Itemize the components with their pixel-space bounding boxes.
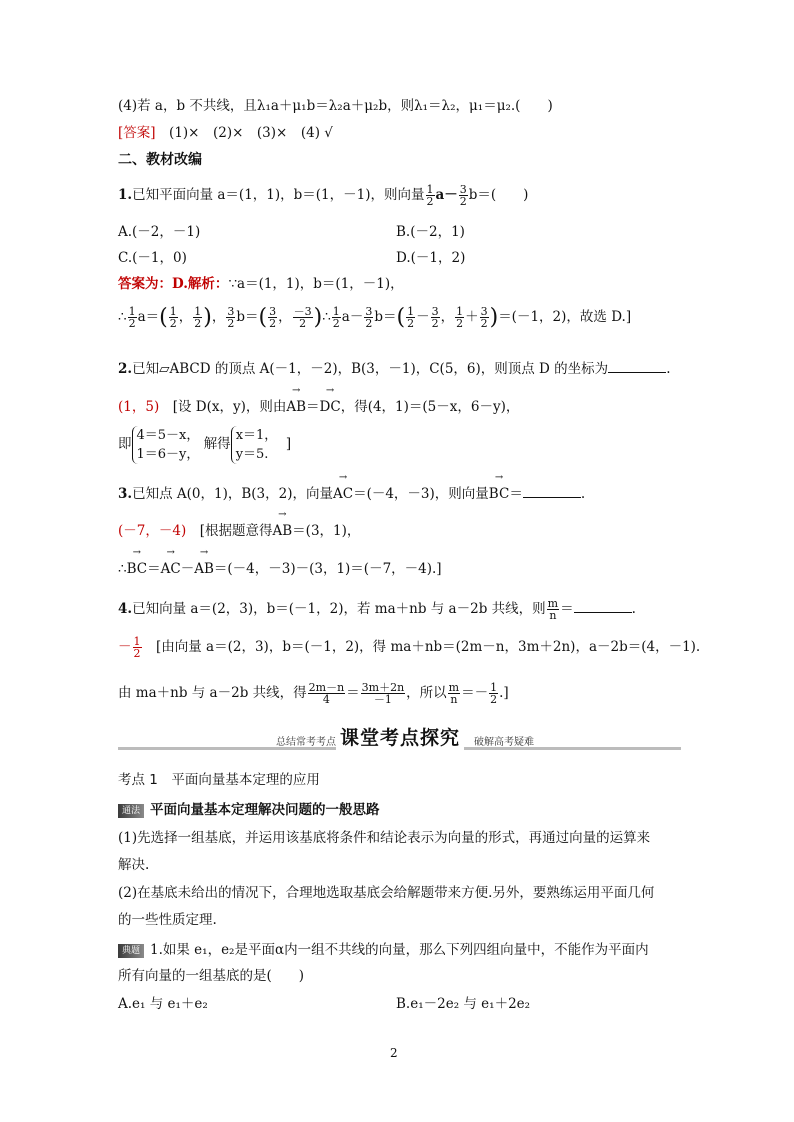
fraction — [455, 306, 464, 329]
fraction-three-halves — [459, 184, 468, 207]
fraction — [480, 306, 489, 329]
fraction-m-over-n — [547, 598, 559, 621]
question-3-number: 3. — [118, 486, 133, 502]
bracket-close: ) — [203, 304, 212, 330]
vector-ab: → AB — [286, 397, 306, 417]
option-b: B.(－2，1) — [396, 224, 465, 240]
equals-sign: ＝ — [509, 486, 523, 502]
banner-right-text: 破解高考疑难 — [474, 737, 534, 748]
fraction-den: 2 — [169, 317, 177, 330]
question-2-text: 已知▱ABCD 的顶点 A(－1，－2)，B(3，－1)，C(5，6)，则顶点 D 的坐标为 — [132, 361, 609, 377]
vector-dc: → DC — [320, 397, 341, 417]
solution-text: 即 — [118, 436, 132, 452]
fraction-den: 2 — [490, 693, 498, 706]
fraction-num: 3 — [459, 183, 467, 196]
method-1b: 解决. — [118, 857, 150, 873]
fraction-den: n — [549, 609, 557, 622]
q1-answer — [118, 274, 404, 294]
question-1-number: 1. — [118, 187, 133, 203]
fraction-den: 2 — [194, 317, 202, 330]
question-1-text: 已知平面向量 a＝(1，1)，b＝(1，－1)，则向量 — [132, 187, 425, 203]
fraction-num: 1 — [133, 635, 141, 648]
fraction-den: 2 — [426, 195, 434, 208]
fraction — [226, 306, 235, 329]
section-banner — [118, 727, 681, 751]
fraction-num: －3 — [293, 305, 312, 318]
equation: 4＝5－x， — [136, 427, 200, 443]
solution-text: b＝ — [236, 309, 259, 325]
fraction-den: 2 — [269, 317, 277, 330]
question-4: 4.已知向量 a＝(2，3)，b＝(－1，2)，若 ma＋nb 与 a－2b 共线，则 $\frac{m}{n}$ ＝ . — [118, 597, 636, 622]
q3-solution-2 — [118, 559, 442, 579]
equals-sign: ＝ — [306, 399, 320, 415]
bracket-close: ) — [313, 304, 323, 330]
fraction-den: 2 — [332, 317, 340, 330]
question-2: 2.已知▱ABCD 的顶点 A(－1，－2)，B(3，－1)，C(5，6)，则顶点 D 的坐标为 . — [118, 358, 670, 379]
equation: y＝5. — [235, 446, 269, 462]
equation: x＝1， — [235, 427, 278, 443]
q3-answer: (－7，－4) — [118, 523, 187, 539]
fraction-num: 1 — [490, 681, 498, 694]
fraction-half — [426, 184, 435, 207]
question-1-a: a－ — [435, 187, 458, 203]
vector-bc: → BC — [127, 559, 148, 579]
answer-text: (1)× (2)× (3)× (4) √ — [155, 125, 333, 141]
solution-end: ＝(－1，2)，故选 D.] — [498, 309, 632, 325]
equation-system — [132, 426, 200, 464]
fraction-den: 2 — [480, 317, 488, 330]
fraction-num: 3 — [269, 305, 277, 318]
fraction-num: 1 — [407, 305, 415, 318]
equals-sign: ＝ — [346, 685, 360, 701]
equals-sign: ＝ — [560, 601, 574, 617]
fraction — [364, 306, 373, 329]
vector-ab: → AB — [273, 521, 293, 541]
example-1-text: 1.如果 e₁，e₂是平面α内一组不共线的向量，那么下列四组向量中，不能作为平面内 — [150, 942, 649, 958]
fraction — [193, 306, 202, 329]
q3-solution-1 — [118, 521, 360, 541]
example-1-cont: 所有向量的一组基底的是( ) — [118, 968, 305, 984]
fraction-den: －1 — [373, 693, 392, 706]
question-4-text: 已知向量 a＝(2，3)，b＝(－1，2)，若 ma＋nb 与 a－2b 共线，则 — [132, 601, 546, 617]
plus-sign: ＋ — [465, 309, 479, 325]
minus-sign: － — [118, 639, 132, 655]
solution-text: ＝(3，1)， — [292, 523, 361, 539]
fraction-den: 2 — [407, 317, 415, 330]
vector-ab: → AB — [194, 559, 214, 579]
q2-answer: (1，5) — [118, 399, 160, 415]
bracket-close: ) — [489, 304, 499, 330]
solution-text: b＝ — [374, 309, 397, 325]
q4-solution-1 — [118, 632, 700, 662]
question-1 — [118, 184, 528, 207]
bracket-open: ( — [258, 304, 268, 330]
fraction-num: 1 — [426, 183, 434, 196]
solution-text: [由向量 a＝(2，3)，b＝(－1，2)，得 ma＋nb＝(2m－n，3m＋2n)，a－2b＝(4，－1). — [142, 639, 701, 655]
method-2b: 的一些性质定理. — [118, 912, 217, 928]
q1-solution: ∴ $\frac{1}{2}$ a＝( $\frac{1}{2}$ ， $\frac{1}{2}$ )， $\frac{3}{2}$ b＝( $\frac{3}{2}$ ， $\frac{-3}{2}$ )∴ $\frac{1}{2}$ a－ $\frac{3}{2}$ b＝( $\frac{1}{2}$ － $\frac{3}{2}$ ， $\frac{1}{2}$ ＋ $\frac{3}{2}$ )＝(－1，2)，故选 D.] — [118, 304, 632, 330]
answer-blank — [608, 358, 666, 373]
q1-answer-text: ∵a＝(1，1)，b＝(1，－1)， — [228, 276, 404, 292]
vector-bc: → BC — [489, 484, 510, 504]
vector-ac: → AC — [161, 559, 181, 579]
solution-text: .] — [499, 685, 509, 701]
option-c: C.(－1，0) — [118, 250, 187, 266]
option-a: A.(－2，－1) — [118, 224, 201, 240]
kaodian-heading: 考点 1 平面向量基本定理的应用 — [118, 772, 320, 788]
therefore-symbol: ∴ — [322, 309, 331, 325]
fraction-den: n — [450, 693, 458, 706]
q1-answer-label: 答案为：D.解析： — [118, 276, 229, 292]
question-2-number: 2. — [118, 361, 133, 377]
answer-line — [118, 123, 333, 143]
solution-text: a－ — [341, 309, 364, 325]
fraction — [406, 306, 415, 329]
method-title: 平面向量基本定理解决问题的一般思路 — [150, 802, 380, 818]
example-tag-icon: 典题 — [118, 944, 144, 958]
answer-blank — [523, 483, 581, 498]
fraction-num: 1 — [169, 305, 177, 318]
solution-text: ，所以 — [406, 685, 447, 701]
fraction-den: 2 — [128, 317, 136, 330]
example-1 — [118, 940, 649, 960]
banner-title: 课堂考点探究 — [336, 723, 464, 750]
answer-blank — [574, 598, 632, 613]
fraction — [448, 682, 460, 705]
example-option-b: B.e₁－2e₂ 与 e₁＋2e₂ — [396, 996, 531, 1012]
therefore-symbol: ∴ — [118, 309, 127, 325]
equation-system — [231, 426, 278, 464]
example-option-a: A.e₁ 与 e₁＋e₂ — [118, 996, 208, 1012]
fraction-num: 1 — [332, 305, 340, 318]
fraction — [361, 682, 406, 705]
fraction — [332, 306, 341, 329]
item-4-text: (4)若 a，b 不共线，且λ₁a＋μ₁b＝λ₂a＋μ₂b，则λ₁＝λ₂，μ₁＝μ₂.( ) — [118, 98, 553, 114]
solution-text: 解得 — [203, 436, 231, 452]
fraction-den: 4 — [322, 693, 330, 706]
fraction-den: 2 — [133, 647, 141, 660]
solution-text: ＝－ — [461, 685, 489, 701]
fraction — [308, 682, 346, 705]
fraction-den: 2 — [456, 317, 464, 330]
q4-solution-2 — [118, 676, 509, 710]
question-3-text: ＝(－4，－3)，则向量 — [353, 486, 489, 502]
fraction-num: 3m＋2n — [361, 681, 405, 694]
fraction-num: 1 — [128, 305, 136, 318]
q4-answer — [118, 635, 143, 660]
equation: 1＝6－y， — [136, 446, 200, 462]
fraction — [128, 306, 137, 329]
fraction-num: 3 — [431, 305, 439, 318]
therefore-symbol: ∴ — [118, 561, 127, 577]
solution-text: [根据题意得 — [186, 523, 273, 539]
answer-label: [答案] — [118, 125, 156, 141]
q2-solution-1 — [118, 397, 519, 417]
question-4-number: 4. — [118, 601, 133, 617]
method-tag-icon: 通法 — [118, 804, 144, 818]
option-d: D.(－1，2) — [396, 250, 466, 266]
bracket-open: ( — [396, 304, 406, 330]
method-1a: (1)先选择一组基底，并运用该基底将条件和结论表示为向量的形式，再通过向量的运算来 — [118, 830, 651, 846]
fraction — [489, 682, 498, 705]
fraction-num: m — [448, 681, 460, 694]
fraction-num: 3 — [227, 305, 235, 318]
method-2a: (2)在基底未给出的情况下，合理地选取基底会给解题带来方便.另外，要熟练运用平面几何 — [118, 885, 655, 901]
fraction — [133, 636, 142, 659]
fraction-den: 2 — [299, 317, 307, 330]
solution-text: ＝(－4，－3)－(3，1)＝(－7，－4).] — [213, 561, 442, 577]
question-3: 3.已知点 A(0，1)，B(3，2)，向量→ AC＝(－4，－3)，则向量→ BC＝ . — [118, 483, 585, 504]
solution-text: [设 D(x，y)，则由 — [159, 399, 287, 415]
fraction-num: 3 — [480, 305, 488, 318]
fraction-num: 2m－n — [308, 681, 345, 694]
fraction-den: 2 — [227, 317, 235, 330]
question-1-post: b＝( ) — [468, 187, 529, 203]
fraction-num: m — [547, 597, 559, 610]
section-heading: 二、教材改编 — [118, 152, 202, 168]
solution-text: 由 ma＋nb 与 a－2b 共线，得 — [118, 685, 307, 701]
fraction-num: 3 — [365, 305, 373, 318]
banner-left-text: 总结常考考点 — [276, 737, 336, 748]
q2-solution-2 — [118, 422, 291, 466]
equals-sign: ＝ — [147, 561, 161, 577]
fraction — [431, 306, 440, 329]
fraction-den: 2 — [459, 195, 467, 208]
solution-text: a＝ — [137, 309, 160, 325]
solution-text: ，得(4，1)＝(5－x，6－y)， — [340, 399, 520, 415]
fraction-num: 1 — [194, 305, 202, 318]
page-number: 2 — [390, 1046, 398, 1060]
fraction — [293, 306, 313, 329]
minus-sign: － — [416, 309, 430, 325]
closing-bracket: ] — [285, 436, 292, 452]
vector-ac: → AC — [333, 484, 353, 504]
fraction-den: 2 — [365, 317, 373, 330]
fraction — [169, 306, 178, 329]
fraction — [268, 306, 277, 329]
fraction-den: 2 — [431, 317, 439, 330]
item-4 — [118, 96, 553, 116]
bracket-open: ( — [159, 304, 168, 330]
minus-sign: － — [180, 561, 195, 577]
fraction-num: 1 — [456, 305, 464, 318]
question-3-text: 已知点 A(0，1)，B(3，2)，向量 — [132, 486, 333, 502]
solution-comma: ， — [211, 309, 226, 325]
method-heading — [118, 800, 380, 820]
